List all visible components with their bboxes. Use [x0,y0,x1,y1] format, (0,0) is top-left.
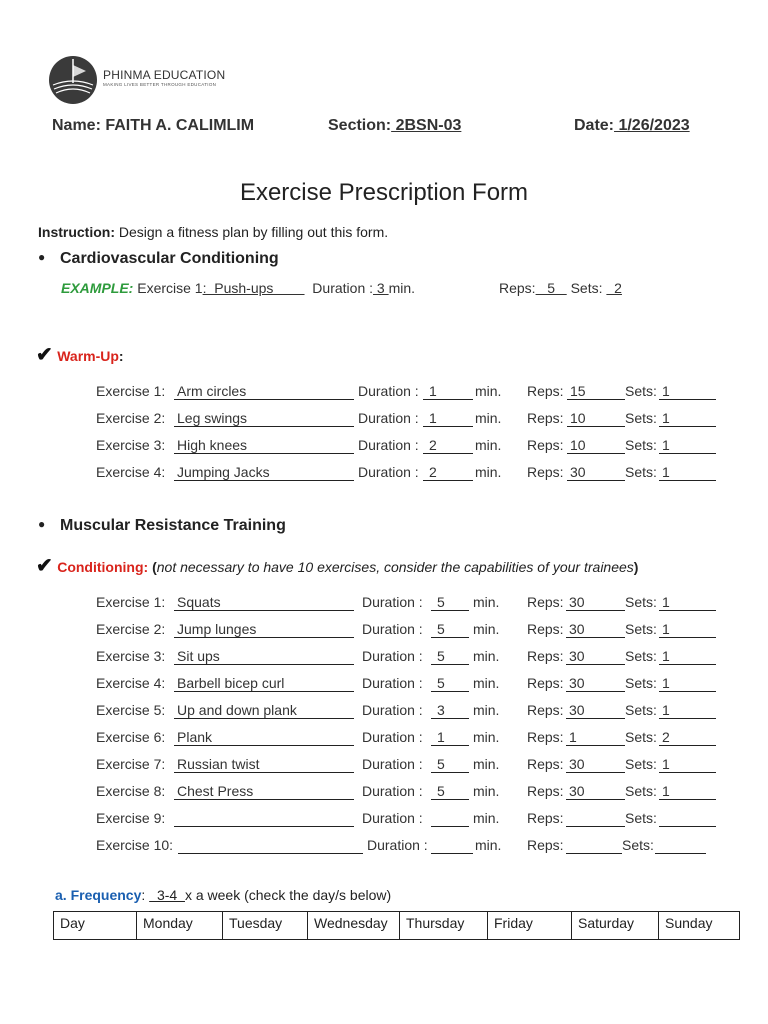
days-table [53,911,740,940]
logo-name: PHINMA EDUCATION [103,68,226,82]
duration-label: Duration : [362,648,423,664]
exercise-row [0,648,768,666]
exercise-label: Exercise 2: [96,410,166,426]
duration-label: Duration : [358,410,419,426]
paren-open: ( [148,559,157,575]
sets-label: Sets: [625,383,657,399]
cardio-heading-text: Cardiovascular Conditioning [60,250,279,267]
reps-field: 30 [566,783,625,800]
sets-label: Sets: [625,410,657,426]
exercise-label: Exercise 4: [96,464,166,480]
exercise-name-field: Arm circles [174,383,354,400]
duration-unit: min. [473,729,500,745]
conditioning-heading [36,553,638,578]
duration-label: Duration : [362,729,423,745]
warmup-colon: : [118,348,124,364]
conditioning-label: Conditioning: [57,559,149,575]
duration-field: 1 [423,383,473,400]
exercise-name-field: Sit ups [174,648,354,665]
sets-label: Sets: [625,648,657,664]
sets-label: Sets: [625,702,657,718]
sets-field [655,837,706,854]
exercise-name-field: Barbell bicep curl [174,675,354,692]
duration-unit: min. [473,783,500,799]
sets-field: 1 [659,594,716,611]
reps-field: 10 [567,437,625,454]
exercise-label: Exercise 3: [96,648,166,664]
reps-field: 30 [566,594,625,611]
exercise-label: Exercise 3: [96,437,166,453]
duration-field: 2 [423,437,473,454]
duration-field: 5 [431,621,469,638]
example-duration-unit: min. [388,280,416,296]
sets-field: 1 [659,464,716,481]
duration-field [431,810,469,827]
bullet-icon: ● [38,250,46,264]
warmup-heading [36,342,124,367]
duration-field: 3 [431,702,469,719]
frequency-value: 3-4 [149,887,185,903]
duration-label: Duration : [367,837,428,853]
frequency-line [55,887,391,903]
day-cell-thursday[interactable]: Thursday [400,912,488,940]
days-row [54,912,740,940]
duration-unit: min. [475,464,502,480]
exercise-row [0,383,768,401]
exercise-row [0,810,768,828]
reps-label: Reps: [527,756,564,772]
sets-label: Sets: [625,783,657,799]
exercise-row [0,464,768,482]
duration-field: 5 [431,675,469,692]
conditioning-note: not necessary to have 10 exercises, consider the capabilities of your trainees [156,559,634,575]
instruction-label: Instruction: [38,224,115,240]
exercise-row [0,675,768,693]
reps-label: Reps: [527,621,564,637]
sets-field: 1 [659,437,716,454]
sets-field: 1 [659,702,716,719]
exercise-row [0,756,768,774]
sets-label: Sets: [625,756,657,772]
example-duration-label: Duration : [304,280,374,296]
reps-field: 30 [566,702,625,719]
sets-field: 1 [659,783,716,800]
exercise-row [0,437,768,455]
reps-label: Reps: [527,383,564,399]
muscular-heading-text: Muscular Resistance Training [60,517,286,534]
logo-tagline: MAKING LIVES BETTER THROUGH EDUCATION [103,82,217,87]
exercise-label: Exercise 2: [96,621,166,637]
exercise-label: Exercise 9: [96,810,166,826]
instruction [38,224,388,240]
reps-field: 15 [567,383,625,400]
duration-label: Duration : [362,810,423,826]
checkmark-icon: ✔ [36,344,53,366]
sets-label: Sets: [625,810,657,826]
example-ex: Exercise 1 [133,280,203,296]
exercise-label: Exercise 6: [96,729,166,745]
page-title: Exercise Prescription Form [239,179,529,206]
example-sets-label: Sets: [566,280,607,296]
sets-field: 1 [659,756,716,773]
example-label: EXAMPLE: [61,280,134,296]
exercise-row [0,783,768,801]
instruction-text: Design a fitness plan by filling out this form. [115,224,389,240]
exercise-name-field: High knees [174,437,354,454]
exercise-name-field: Russian twist [174,756,354,773]
sets-field: 1 [659,383,716,400]
duration-field: 1 [431,729,469,746]
sets-field: 1 [659,410,716,427]
duration-field [431,837,473,854]
duration-label: Duration : [362,621,423,637]
checkmark-icon: ✔ [36,555,53,577]
reps-label: Reps: [527,783,564,799]
duration-unit: min. [475,383,502,399]
reps-field: 30 [566,756,625,773]
name-value: FAITH A. CALIMLIM [105,117,255,134]
duration-label: Duration : [362,783,423,799]
duration-label: Duration : [362,702,423,718]
exercise-name-field: Plank [174,729,354,746]
frequency-letter: a. [55,887,67,903]
exercise-row [0,621,768,639]
exercise-row [0,837,768,855]
cardio-heading [38,250,279,268]
duration-label: Duration : [358,383,419,399]
exercise-label: Exercise 8: [96,783,166,799]
reps-label: Reps: [527,729,564,745]
reps-label: Reps: [527,594,564,610]
example-reps-sets [499,280,622,296]
exercise-row [0,594,768,612]
duration-field: 5 [431,648,469,665]
exercise-label: Exercise 10: [96,837,174,853]
sets-field: 2 [659,729,716,746]
exercise-name-field: Up and down plank [174,702,354,719]
exercise-name-field: Leg swings [174,410,354,427]
day-header-cell: Day [54,912,137,940]
reps-field: 1 [566,729,625,746]
duration-label: Duration : [362,756,423,772]
reps-label: Reps: [527,702,564,718]
duration-unit: min. [475,410,502,426]
duration-unit: min. [473,702,500,718]
exercise-name-field [178,837,363,854]
example-sets-value: 2 [606,280,622,296]
duration-label: Duration : [362,594,423,610]
exercise-name-field [174,810,354,827]
date-value: 1/26/2023 [614,117,690,134]
sets-label: Sets: [622,837,654,853]
sets-label: Sets: [625,464,657,480]
exercise-name-field: Chest Press [174,783,354,800]
exercise-name-field: Jump lunges [174,621,354,638]
reps-field: 30 [566,675,625,692]
exercise-row [0,702,768,720]
duration-field: 2 [423,464,473,481]
duration-label: Duration : [358,437,419,453]
duration-field: 5 [431,756,469,773]
sets-field: 1 [659,621,716,638]
duration-field: 1 [423,410,473,427]
exercise-label: Exercise 7: [96,756,166,772]
example-line [61,280,415,296]
reps-label: Reps: [527,410,564,426]
sets-field: 1 [659,675,716,692]
reps-field: 30 [567,464,625,481]
reps-field: 10 [567,410,625,427]
reps-label: Reps: [527,810,564,826]
sets-field: 1 [659,648,716,665]
reps-field: 30 [566,648,625,665]
exercise-label: Exercise 5: [96,702,166,718]
exercise-row [0,410,768,428]
frequency-text: x a week (check the day/s below) [184,887,392,903]
reps-label: Reps: [527,837,564,853]
day-cell-friday[interactable]: Friday [488,912,572,940]
muscular-heading [38,517,286,535]
day-cell-tuesday[interactable]: Tuesday [223,912,308,940]
reps-field: 30 [566,621,625,638]
date-field [574,117,690,135]
sets-label: Sets: [625,675,657,691]
reps-label: Reps: [527,648,564,664]
example-reps-label: Reps: [499,280,536,296]
duration-unit: min. [473,648,500,664]
example-ex-value: : Push-ups [202,280,305,296]
duration-unit: min. [473,594,500,610]
sets-field [659,810,716,827]
sets-label: Sets: [625,621,657,637]
paren-close: ) [633,559,639,575]
sets-label: Sets: [625,594,657,610]
duration-unit: min. [473,756,500,772]
day-cell-sunday[interactable]: Sunday [659,912,740,940]
exercise-name-field: Squats [174,594,354,611]
name-field [52,117,254,135]
name-label: Name: [52,117,101,134]
reps-label: Reps: [527,675,564,691]
day-cell-saturday[interactable]: Saturday [572,912,659,940]
duration-label: Duration : [362,675,423,691]
section-label: Section: [328,117,392,134]
reps-field [566,810,625,827]
reps-label: Reps: [527,464,564,480]
exercise-label: Exercise 1: [96,594,166,610]
sets-label: Sets: [625,729,657,745]
exercise-label: Exercise 4: [96,675,166,691]
frequency-colon: : [141,887,150,903]
duration-unit: min. [473,675,500,691]
duration-field: 5 [431,594,469,611]
duration-label: Duration : [358,464,419,480]
exercise-name-field: Jumping Jacks [174,464,354,481]
reps-label: Reps: [527,437,564,453]
duration-field: 5 [431,783,469,800]
duration-unit: min. [473,810,500,826]
sets-label: Sets: [625,437,657,453]
date-label: Date: [574,117,615,134]
reps-field [566,837,622,854]
frequency-label: Frequency [70,887,142,903]
exercise-label: Exercise 1: [96,383,166,399]
section-field [328,117,461,135]
example-reps-value: 5 [535,280,567,296]
duration-unit: min. [473,621,500,637]
example-duration-value: 3 [373,280,389,296]
duration-unit: min. [475,837,502,853]
duration-unit: min. [475,437,502,453]
exercise-row [0,729,768,747]
bullet-icon: ● [38,517,46,531]
section-value: 2BSN-03 [391,117,462,134]
day-cell-wednesday[interactable]: Wednesday [308,912,400,940]
warmup-label: Warm-Up [57,348,119,364]
day-cell-monday[interactable]: Monday [137,912,223,940]
phinma-logo-icon [48,55,98,105]
